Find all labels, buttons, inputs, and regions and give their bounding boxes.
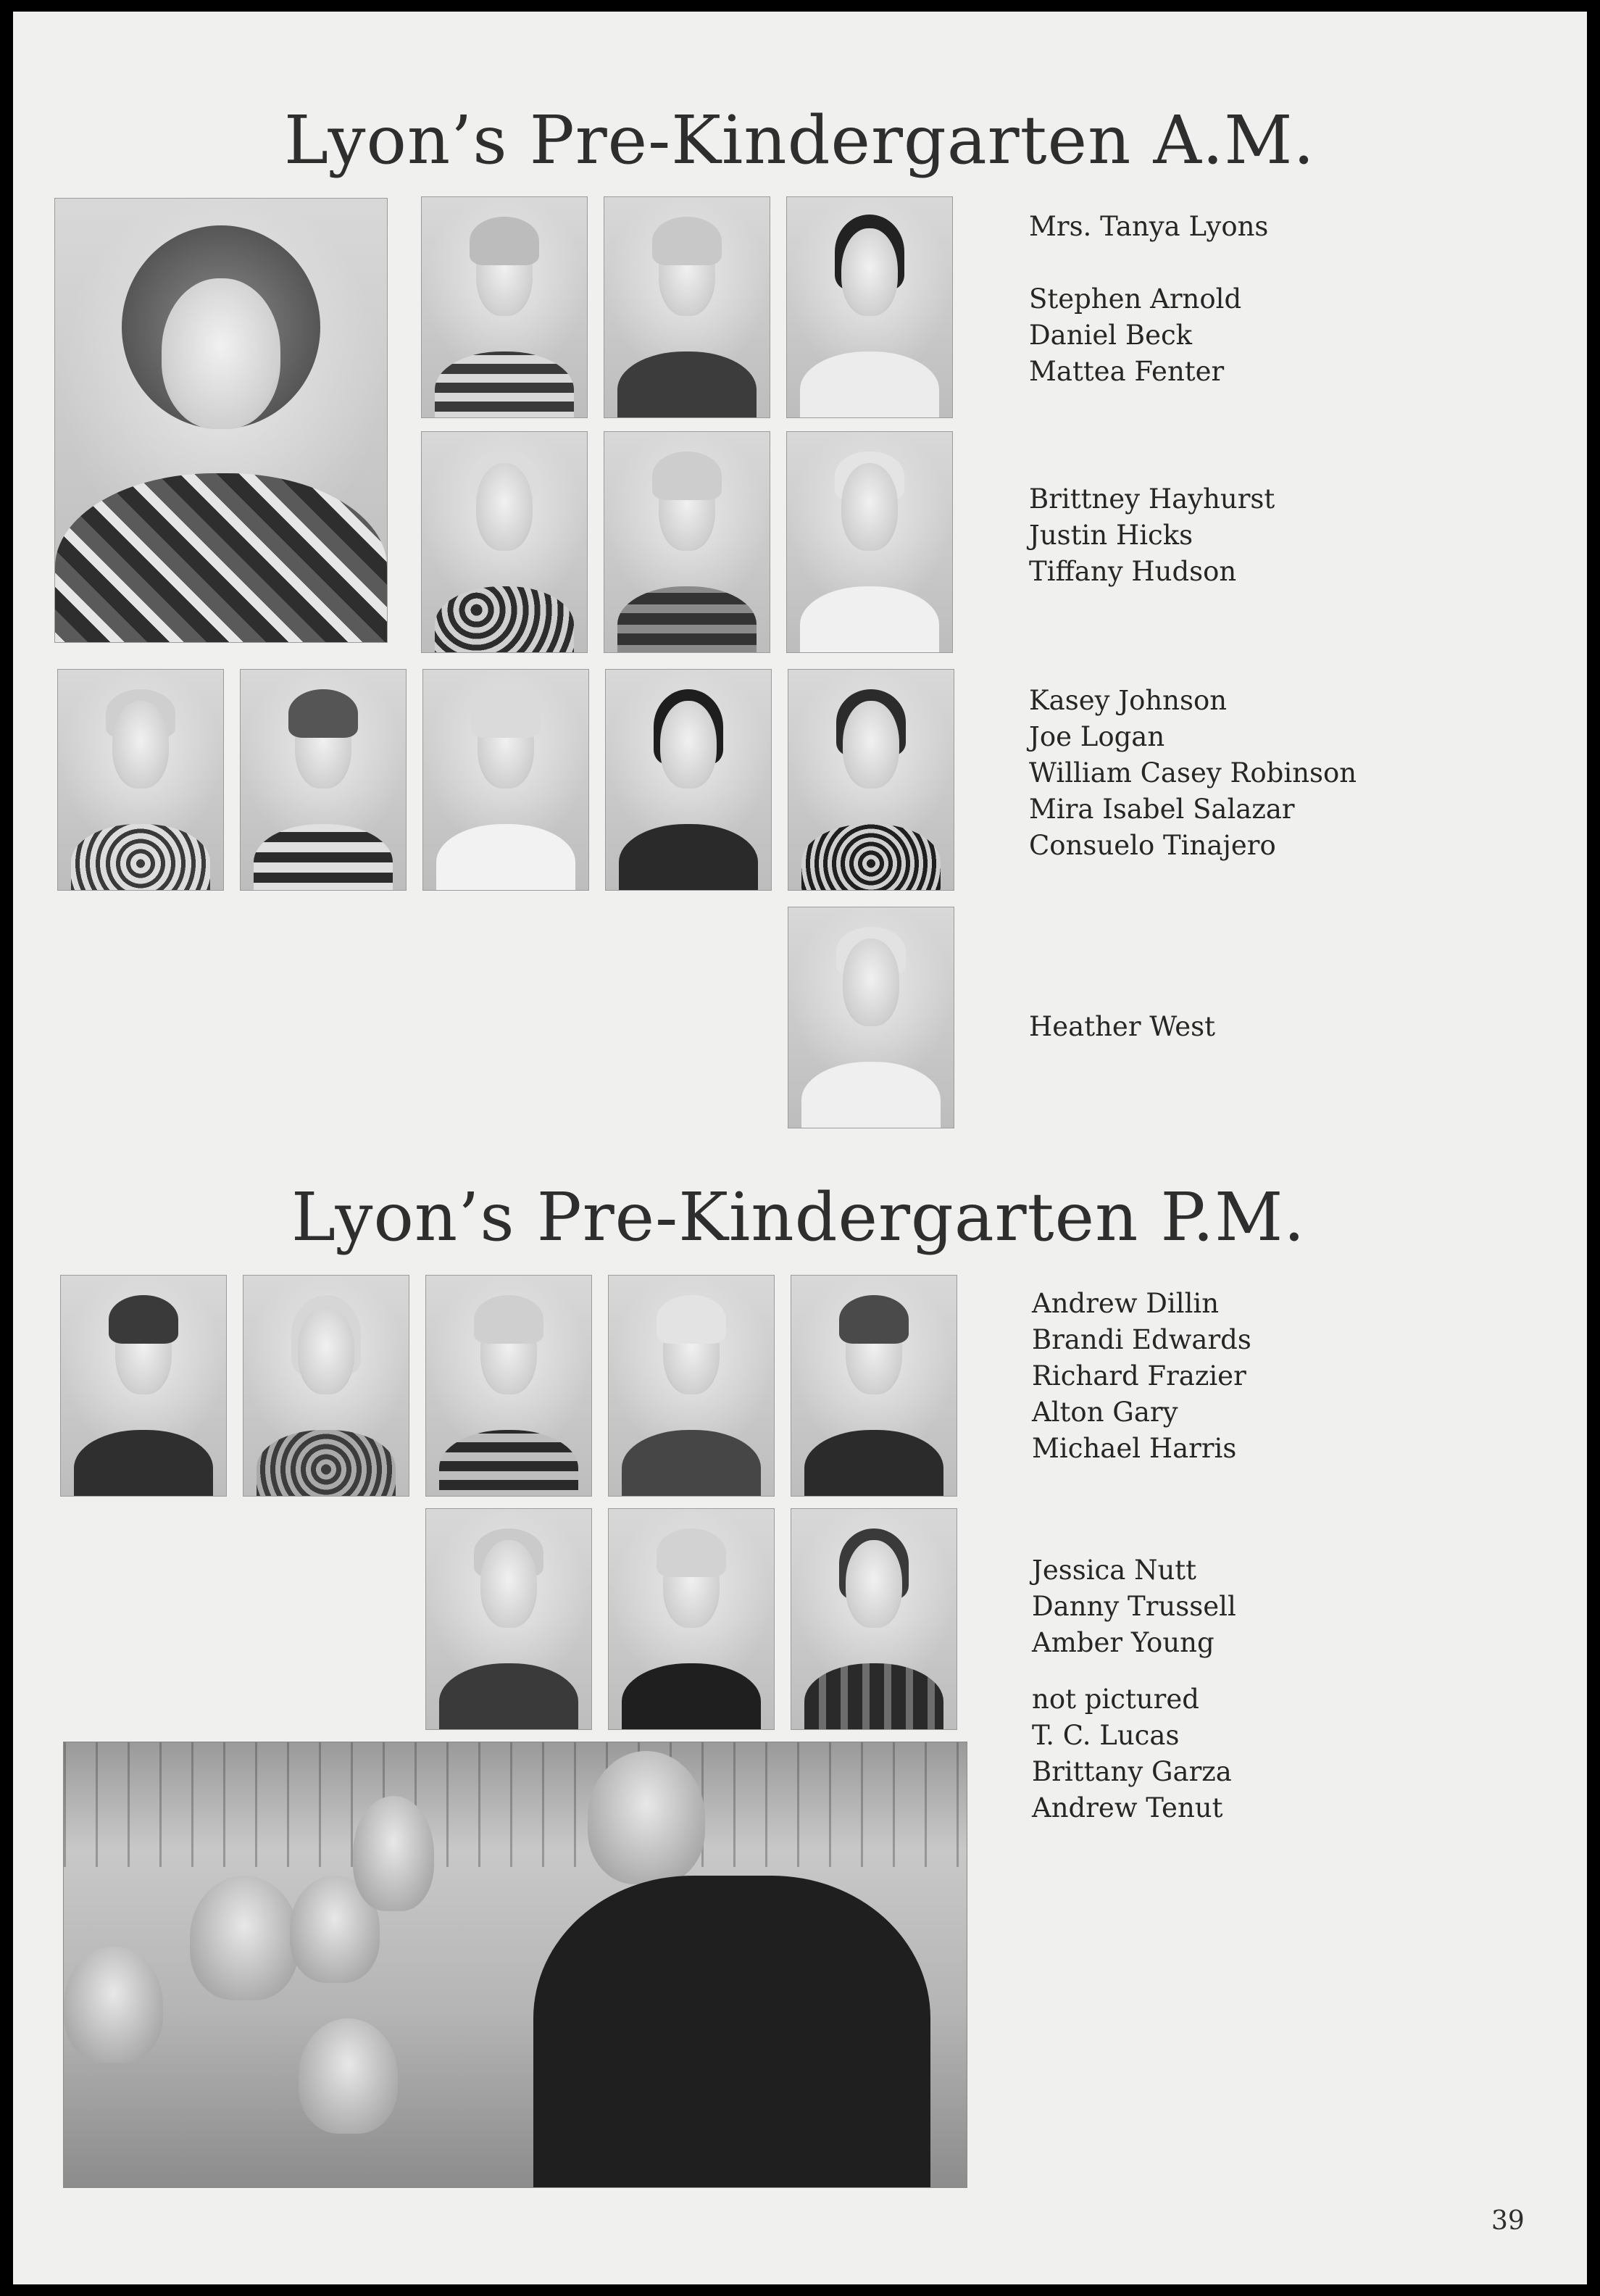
pm-names-group-1 [1032, 1286, 1251, 1467]
am-portrait-consuelo-tinajero [788, 670, 954, 890]
am-names-group-4 [1029, 1009, 1215, 1045]
student-name: William Casey Robinson [1029, 757, 1357, 789]
pm-portrait-brandi-edwards [243, 1276, 409, 1496]
am-names-group-2 [1029, 481, 1275, 590]
yearbook-page [13, 12, 1587, 2284]
not-pictured-label: not pictured [1032, 1684, 1199, 1715]
am-portrait-kasey-johnson [58, 670, 223, 890]
student-name: Tiffany Hudson [1029, 556, 1237, 587]
not-pictured-list [1032, 1681, 1232, 1826]
am-portrait-tiffany-hudson [787, 432, 952, 652]
student-name: Jessica Nutt [1032, 1555, 1197, 1586]
pm-names-group-2 [1032, 1552, 1236, 1661]
am-portrait-stephen-arnold [422, 197, 587, 417]
teacher-portrait-photo [55, 199, 387, 642]
student-name: Andrew Dillin [1032, 1288, 1220, 1319]
student-name: Joe Logan [1029, 721, 1165, 752]
student-name: Brittney Hayhurst [1029, 483, 1275, 515]
am-portrait-joe-logan [241, 670, 406, 890]
pm-section-title: Lyon’s Pre-Kindergarten P.M. [291, 1178, 1306, 1256]
student-name: Amber Young [1032, 1627, 1214, 1658]
am-names-group-3 [1029, 683, 1357, 864]
pm-portrait-danny-trussell [609, 1509, 774, 1729]
am-portrait-brittney-hayhurst [422, 432, 587, 652]
pm-portrait-richard-frazier [426, 1276, 591, 1496]
student-name: T. C. Lucas [1032, 1720, 1180, 1751]
student-name: Kasey Johnson [1029, 685, 1228, 716]
am-portrait-mattea-fenter [787, 197, 952, 417]
pm-portrait-andrew-dillin [61, 1276, 226, 1496]
pm-portrait-amber-young [791, 1509, 957, 1729]
student-name: Mira Isabel Salazar [1029, 794, 1295, 825]
student-name: Stephen Arnold [1029, 283, 1242, 315]
student-name: Michael Harris [1032, 1433, 1237, 1464]
student-name: Consuelo Tinajero [1029, 830, 1276, 861]
am-section-title: Lyon’s Pre-Kindergarten A.M. [284, 101, 1315, 179]
am-portrait-daniel-beck [604, 197, 770, 417]
student-name: Danny Trussell [1032, 1591, 1236, 1622]
student-name: Andrew Tenut [1032, 1792, 1223, 1823]
class-group-photo [64, 1742, 967, 2187]
am-portrait-william-casey-robinson [423, 670, 588, 890]
teacher-name: Mrs. Tanya Lyons [1029, 211, 1269, 242]
am-portrait-mira-isabel-salazar [606, 670, 771, 890]
student-name: Brandi Edwards [1032, 1324, 1251, 1355]
pm-portrait-alton-gary [609, 1276, 774, 1496]
student-name: Alton Gary [1032, 1397, 1178, 1428]
am-names-group-1 [1029, 281, 1241, 390]
student-name: Heather West [1029, 1011, 1216, 1042]
am-portrait-heather-west [788, 907, 954, 1128]
pm-portrait-jessica-nutt [426, 1509, 591, 1729]
student-name: Justin Hicks [1029, 520, 1193, 551]
am-portrait-justin-hicks [604, 432, 770, 652]
student-name: Daniel Beck [1029, 320, 1193, 351]
student-name: Mattea Fenter [1029, 356, 1225, 387]
page-number: 39 [1491, 2206, 1525, 2236]
student-name: Brittany Garza [1032, 1756, 1232, 1787]
student-name: Richard Frazier [1032, 1360, 1246, 1392]
pm-portrait-michael-harris [791, 1276, 957, 1496]
